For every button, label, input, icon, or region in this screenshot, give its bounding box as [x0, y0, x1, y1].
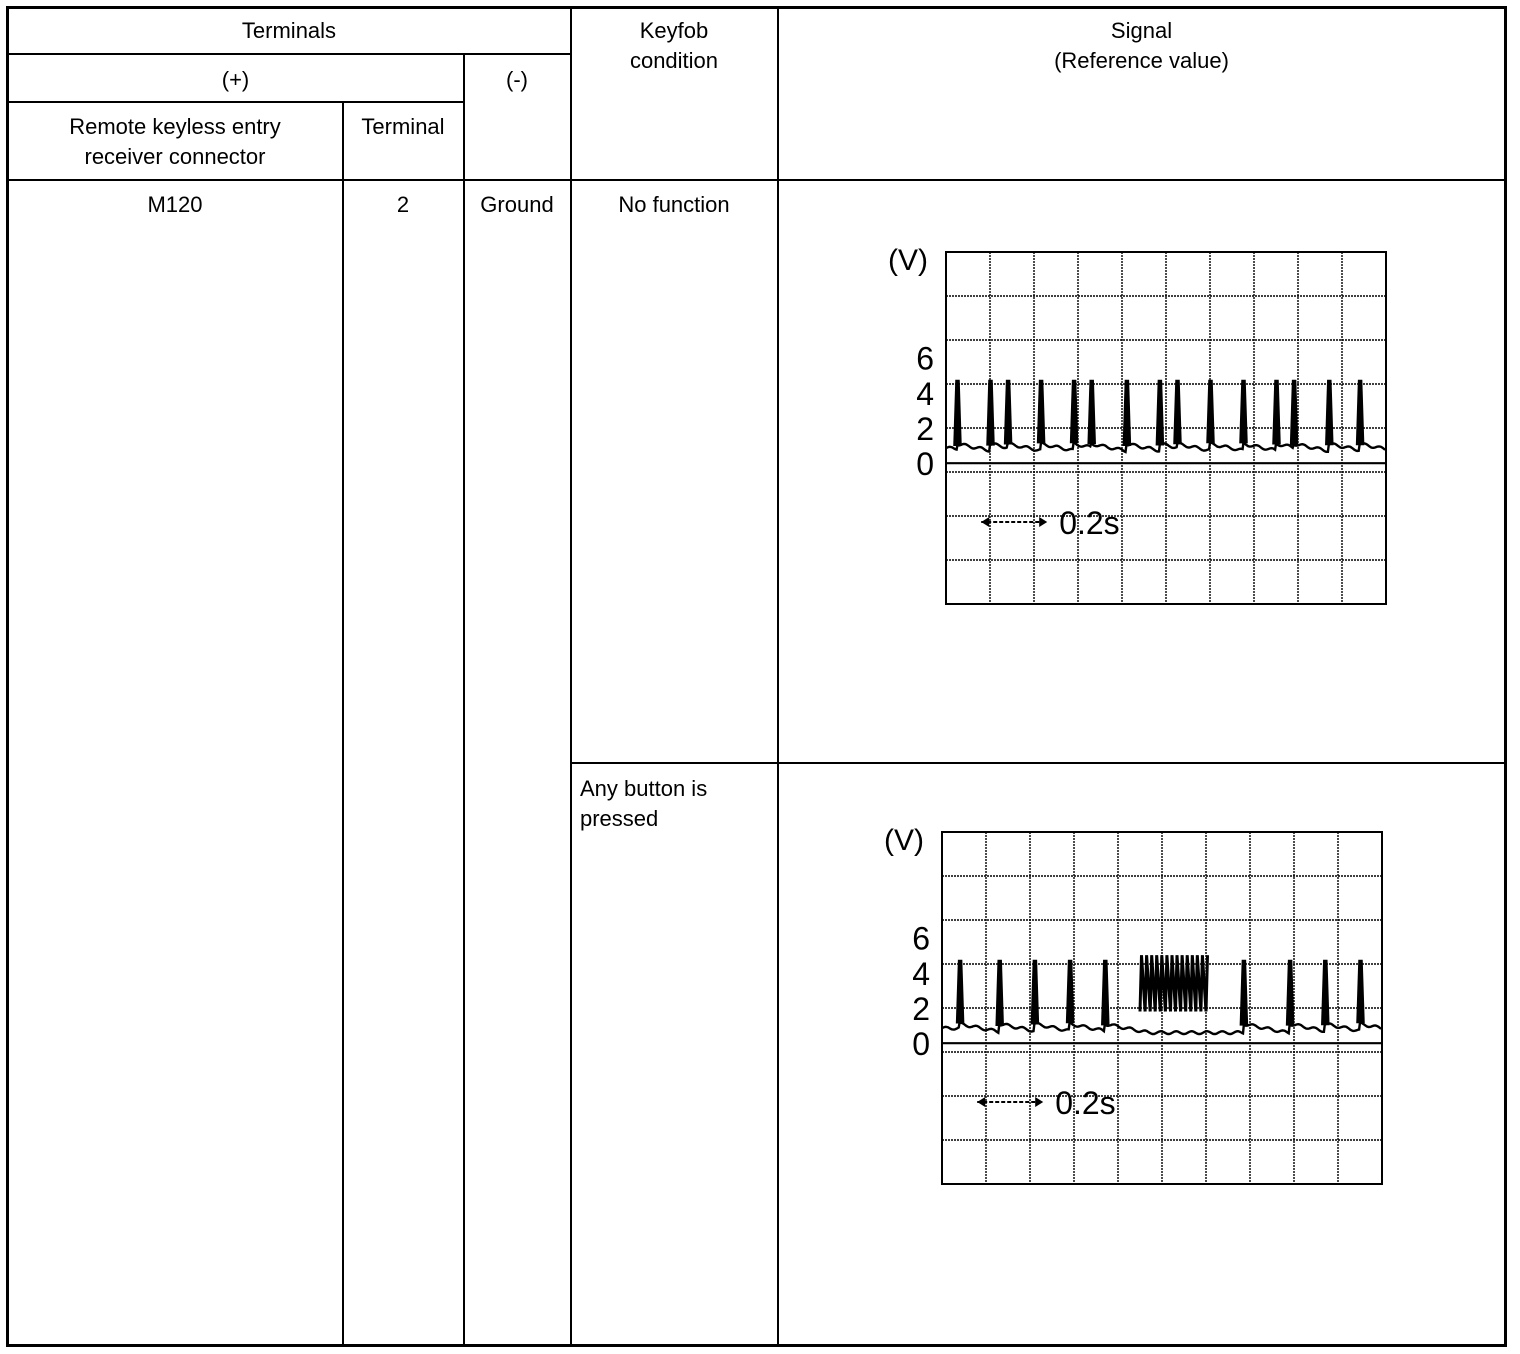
- row-divider: [8, 179, 1505, 181]
- signal-pulse: [1123, 380, 1130, 445]
- y-tick-label: 2: [912, 991, 930, 1027]
- header-plus: (+): [221, 67, 250, 92]
- header-signal: [778, 16, 1505, 76]
- signal-pulse: [957, 960, 964, 1022]
- signal-pulse: [1291, 380, 1298, 444]
- signal-pulse: [1240, 960, 1247, 1024]
- signal-pulse: [1240, 380, 1247, 442]
- header-connector-line1: Remote keyless entry: [69, 114, 281, 139]
- signal-pulse: [1102, 960, 1109, 1024]
- signal-pulse: [1031, 960, 1038, 1023]
- condition-2-line1: Any button is: [580, 776, 708, 801]
- condition-2-line2: pressed: [580, 806, 659, 831]
- header-signal-line1: Signal: [1110, 18, 1173, 43]
- signal-pulse: [1156, 380, 1163, 444]
- signal-pulse: [1357, 960, 1364, 1022]
- signal-pulse: [1287, 960, 1294, 1024]
- signal-pulse: [1326, 380, 1333, 444]
- signal-pulse: [954, 380, 961, 445]
- signal-burst: [1140, 955, 1208, 1011]
- unit-label: (V): [884, 824, 924, 857]
- signal-pulse: [1357, 380, 1364, 444]
- header-signal-line2: (Reference value): [1054, 48, 1229, 73]
- signal-pulse: [1071, 380, 1078, 442]
- row-divider: [8, 53, 570, 55]
- time-scale-arrowhead-left: [981, 517, 989, 527]
- y-tick-label: 0: [916, 446, 934, 483]
- signal-pulse: [1038, 380, 1045, 442]
- time-scale-label: 0.2s: [1055, 1085, 1116, 1121]
- header-connector-line2: receiver connector: [84, 144, 266, 169]
- header-keyfob-line1: Keyfob: [639, 18, 709, 43]
- column-divider: [777, 8, 779, 1345]
- cell-ground: Ground: [480, 192, 554, 217]
- time-scale-label: 0.2s: [1059, 505, 1120, 541]
- y-tick-label: 4: [916, 375, 934, 412]
- cell-condition-no-function: [571, 190, 777, 220]
- grid: [946, 252, 1386, 604]
- header-terminal: Terminal: [361, 114, 445, 139]
- grid: [942, 832, 1382, 1184]
- column-divider: [342, 101, 344, 1345]
- header-keyfob-condition: [571, 16, 777, 76]
- signal-pulse: [1273, 380, 1280, 443]
- row-divider: [570, 762, 1505, 764]
- oscilloscope-chart-button-pressed: [876, 820, 1416, 1200]
- y-tick-label: 6: [912, 920, 930, 957]
- cell-connector: M120: [147, 192, 203, 217]
- signal-pulse: [1005, 380, 1012, 443]
- time-scale-arrowhead-left: [977, 1097, 985, 1107]
- y-tick-label: 4: [912, 955, 930, 992]
- time-scale-arrowhead-right: [1035, 1097, 1043, 1107]
- signal-pulse: [1174, 380, 1181, 443]
- oscilloscope-chart-no-function: [880, 240, 1420, 620]
- header-terminals: Terminals: [241, 18, 337, 43]
- cell-terminal: 2: [396, 192, 410, 217]
- header-minus: (-): [506, 67, 528, 92]
- row-divider: [8, 101, 464, 103]
- signal-pulse: [1207, 380, 1214, 442]
- signal-pulse: [1322, 960, 1329, 1024]
- time-scale-arrowhead-right: [1039, 517, 1047, 527]
- y-tick-label: 0: [912, 1026, 930, 1063]
- header-connector: [8, 112, 342, 172]
- y-tick-label: 6: [916, 340, 934, 377]
- cell-condition-button-pressed: [580, 774, 770, 834]
- header-keyfob-line2: condition: [629, 48, 719, 73]
- signal-pulse: [1088, 380, 1095, 443]
- unit-label: (V): [888, 244, 928, 277]
- y-tick-label: 2: [916, 411, 934, 447]
- signal-pulse: [1067, 960, 1074, 1022]
- signal-pulse: [996, 960, 1003, 1025]
- column-divider: [463, 53, 465, 1345]
- condition-1-line1: No function: [618, 192, 730, 217]
- signal-pulse: [987, 380, 994, 444]
